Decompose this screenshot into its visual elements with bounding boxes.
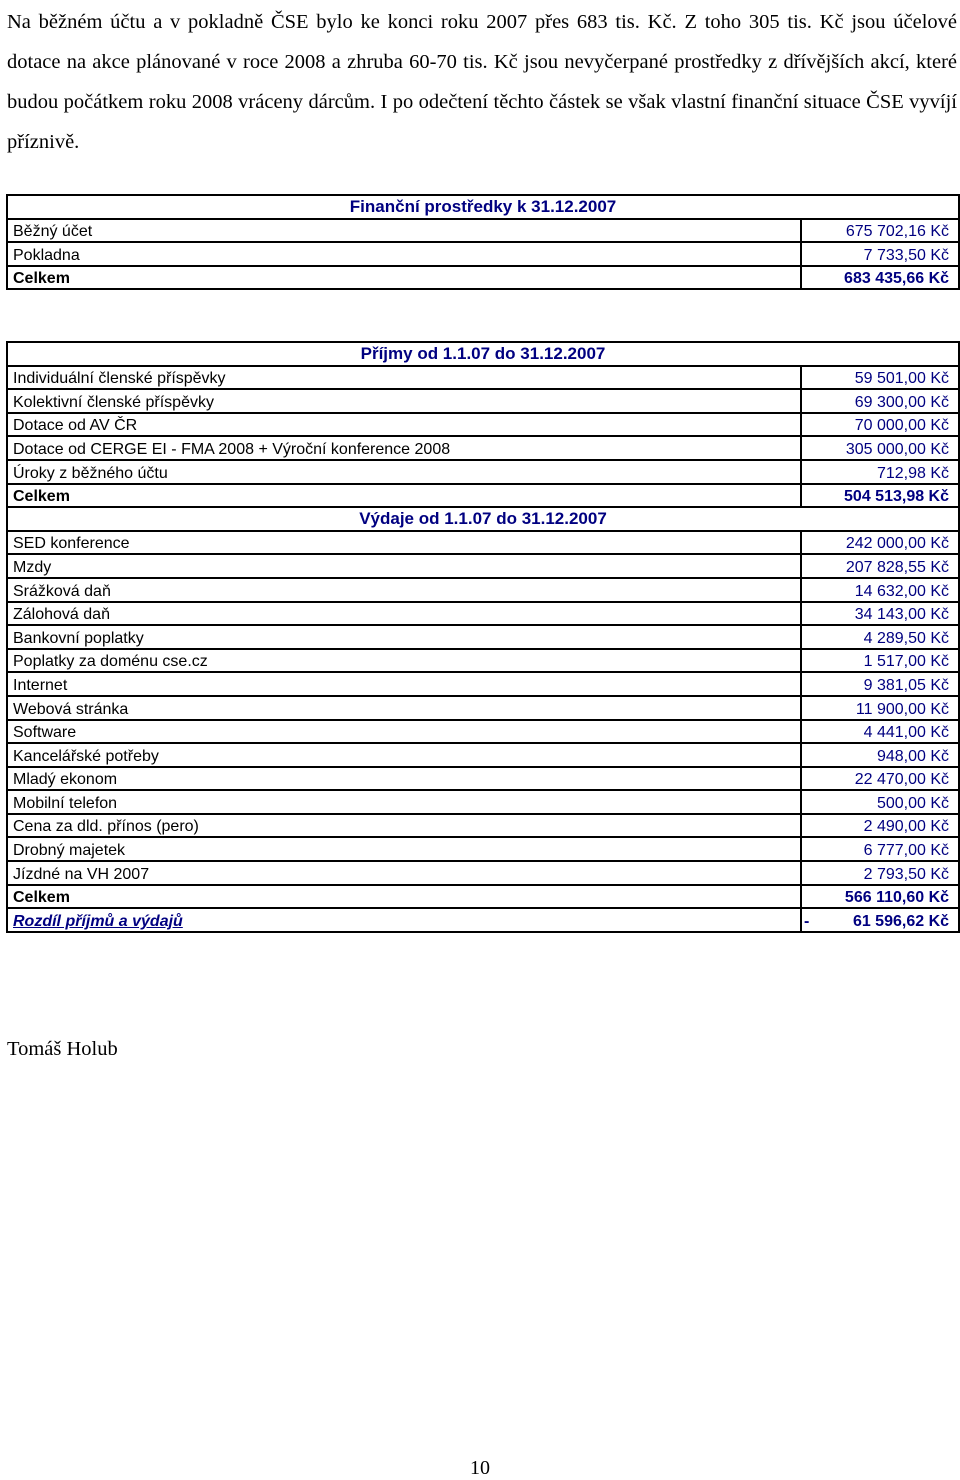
funds-header-row bbox=[7, 195, 959, 219]
row-label: Bankovní poplatky bbox=[7, 625, 801, 649]
table-row bbox=[7, 602, 959, 626]
difference-row bbox=[7, 908, 959, 932]
table-row bbox=[7, 649, 959, 673]
table-row bbox=[7, 460, 959, 484]
difference-value: 61 596,62 Kč bbox=[829, 908, 959, 932]
row-label: Dotace od CERGE EI - FMA 2008 + Výroční konference 2008 bbox=[7, 436, 801, 460]
total-value: 683 435,66 Kč bbox=[801, 266, 959, 290]
difference-label: Rozdíl příjmů a výdajů bbox=[7, 908, 801, 932]
row-label: Cena za dld. přínos (pero) bbox=[7, 814, 801, 838]
table-row bbox=[7, 790, 959, 814]
table-row bbox=[7, 219, 959, 243]
row-value: 305 000,00 Kč bbox=[801, 436, 959, 460]
expenses-header-row bbox=[7, 507, 959, 531]
table-row bbox=[7, 672, 959, 696]
row-label: Celkem bbox=[7, 484, 801, 508]
income-total-row bbox=[7, 484, 959, 508]
row-value: 207 828,55 Kč bbox=[801, 554, 959, 578]
row-value: 2 490,00 Kč bbox=[801, 814, 959, 838]
table-row bbox=[7, 861, 959, 885]
funds-title: Finanční prostředky k 31.12.2007 bbox=[7, 195, 959, 219]
row-label: Internet bbox=[7, 672, 801, 696]
row-label: Webová stránka bbox=[7, 696, 801, 720]
row-label: Celkem bbox=[7, 885, 801, 909]
row-value: 4 289,50 Kč bbox=[801, 625, 959, 649]
table-row bbox=[7, 767, 959, 791]
funds-total-row bbox=[7, 266, 959, 290]
row-label: Individuální členské příspěvky bbox=[7, 366, 801, 390]
row-value: 4 441,00 Kč bbox=[801, 720, 959, 744]
income-header-row bbox=[7, 342, 959, 366]
row-value: 242 000,00 Kč bbox=[801, 531, 959, 555]
table-row bbox=[7, 696, 959, 720]
table-row bbox=[7, 743, 959, 767]
row-label: Mobilní telefon bbox=[7, 790, 801, 814]
table-row bbox=[7, 413, 959, 437]
row-label: Dotace od AV ČR bbox=[7, 413, 801, 437]
row-label: Software bbox=[7, 720, 801, 744]
row-label: Kolektivní členské příspěvky bbox=[7, 389, 801, 413]
table-row bbox=[7, 554, 959, 578]
table-row bbox=[7, 389, 959, 413]
row-label: Poplatky za doménu cse.cz bbox=[7, 649, 801, 673]
table-row bbox=[7, 366, 959, 390]
author-signature: Tomáš Holub bbox=[7, 1038, 118, 1060]
row-label: Kancelářské potřeby bbox=[7, 743, 801, 767]
income-expenses-table bbox=[6, 341, 960, 933]
row-value: 7 733,50 Kč bbox=[801, 242, 959, 266]
row-label: Běžný účet bbox=[7, 219, 801, 243]
row-value: 675 702,16 Kč bbox=[801, 219, 959, 243]
funds-table bbox=[6, 194, 960, 290]
table-row bbox=[7, 531, 959, 555]
row-value: 2 793,50 Kč bbox=[801, 861, 959, 885]
table-row bbox=[7, 814, 959, 838]
row-value: 34 143,00 Kč bbox=[801, 602, 959, 626]
income-title: Příjmy od 1.1.07 do 31.12.2007 bbox=[7, 342, 959, 366]
row-value: 69 300,00 Kč bbox=[801, 389, 959, 413]
row-value: 9 381,05 Kč bbox=[801, 672, 959, 696]
row-value: 566 110,60 Kč bbox=[801, 885, 959, 909]
row-label: Drobný majetek bbox=[7, 837, 801, 861]
difference-sign: - bbox=[801, 908, 829, 932]
row-value: 70 000,00 Kč bbox=[801, 413, 959, 437]
row-label: Srážková daň bbox=[7, 578, 801, 602]
page-number: 10 bbox=[470, 1457, 490, 1479]
expenses-total-row bbox=[7, 885, 959, 909]
table-row bbox=[7, 578, 959, 602]
row-value: 22 470,00 Kč bbox=[801, 767, 959, 791]
row-value: 504 513,98 Kč bbox=[801, 484, 959, 508]
table-row bbox=[7, 242, 959, 266]
row-value: 1 517,00 Kč bbox=[801, 649, 959, 673]
row-value: 948,00 Kč bbox=[801, 743, 959, 767]
row-label: Pokladna bbox=[7, 242, 801, 266]
table-row bbox=[7, 720, 959, 744]
row-value: 6 777,00 Kč bbox=[801, 837, 959, 861]
row-label: Úroky z běžného účtu bbox=[7, 460, 801, 484]
row-label: SED konference bbox=[7, 531, 801, 555]
table-row bbox=[7, 625, 959, 649]
row-value: 14 632,00 Kč bbox=[801, 578, 959, 602]
row-label: Jízdné na VH 2007 bbox=[7, 861, 801, 885]
table-row bbox=[7, 436, 959, 460]
row-label: Mzdy bbox=[7, 554, 801, 578]
intro-paragraph: Na běžném účtu a v pokladně ČSE bylo ke konci roku 2007 přes 683 tis. Kč. Z toho 305 tis. Kč jsou účelové dotace na akce plánované v roce 2008 a zhruba 60-70 tis. Kč jsou nevyčerpané prostředky z dřívějších akcí, které budou počátkem roku 2008 vráceny dárcům. I po odečtení těchto částek se však vlastní finanční situace ČSE vyvíjí příznivě. bbox=[7, 11, 957, 153]
expenses-title: Výdaje od 1.1.07 do 31.12.2007 bbox=[7, 507, 959, 531]
row-value: 11 900,00 Kč bbox=[801, 696, 959, 720]
row-value: 712,98 Kč bbox=[801, 460, 959, 484]
row-label: Mladý ekonom bbox=[7, 767, 801, 791]
row-value: 500,00 Kč bbox=[801, 790, 959, 814]
table-row bbox=[7, 837, 959, 861]
row-label: Zálohová daň bbox=[7, 602, 801, 626]
row-value: 59 501,00 Kč bbox=[801, 366, 959, 390]
total-label: Celkem bbox=[7, 266, 801, 290]
